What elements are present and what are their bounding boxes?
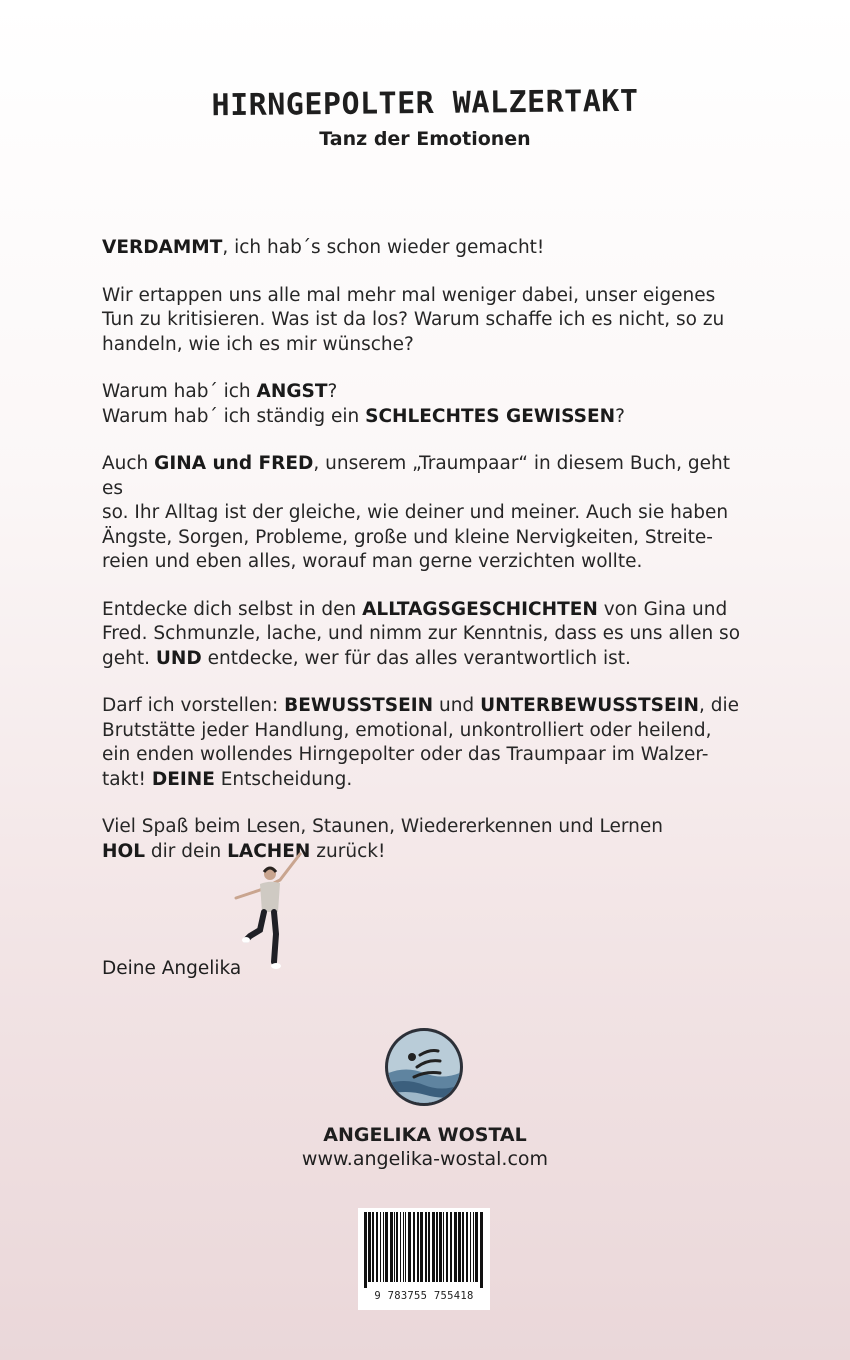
barcode-bar <box>390 1212 393 1282</box>
paragraph-text: entdecke, wer für das alles verantwortlich ist. <box>201 647 631 669</box>
paragraph-text: , die Brutstätte jeder Handlung, emotional, unkontrolliert oder heilend, ein enden wollendes Hirngepolter oder das Traumpaar im Walzer- takt! <box>102 695 740 790</box>
paragraph-text: ? Warum hab´ ich ständig ein <box>102 381 360 427</box>
paragraph-text: Warum hab´ ich <box>102 381 257 402</box>
barcode-bar <box>443 1212 444 1282</box>
blurb-paragraph <box>102 452 752 575</box>
paragraph-text: Auch <box>102 453 155 474</box>
barcode-bar <box>432 1212 435 1282</box>
paragraph-text: ? <box>615 405 625 427</box>
barcode-bar <box>420 1212 423 1282</box>
paragraph-text: von Gina und Fred. Schmunzle, lache, und nimm zur Kenntnis, dass es uns allen so geht. <box>102 598 741 669</box>
emphasis-text: ANGST <box>256 381 328 402</box>
paragraph-text: , unserem „Traumpaar“ in diesem Buch, geht es so. Ihr Alltag ist der gleiche, wie deiner und meiner. Auch sie haben Ängste, Sorgen, Probleme, große und kleine Nervigkeiten, Streite- reien und eben alles, worauf man gerne verzichten wollte. <box>102 453 731 572</box>
paragraph-text: Darf ich vorstellen: <box>102 695 285 716</box>
barcode-bar <box>417 1212 419 1282</box>
barcode-bar <box>480 1212 483 1288</box>
paragraph-text: Entdecke dich selbst in den <box>102 598 363 620</box>
emphasis-text: LACHEN <box>227 840 311 862</box>
emphasis-text: GINA und FRED <box>154 453 314 474</box>
barcode-bar <box>458 1212 461 1282</box>
barcode-bar <box>454 1212 457 1282</box>
blurb-text <box>102 236 752 887</box>
barcode-bar <box>413 1212 415 1282</box>
blurb-paragraph <box>102 380 752 429</box>
paragraph-text: Viel Spaß beim Lesen, Staunen, Wiedererkennen und Lernen <box>102 816 663 837</box>
blurb-paragraph <box>102 598 752 672</box>
dancing-woman-photo <box>230 850 310 980</box>
blurb-paragraph <box>102 815 752 864</box>
barcode-bar <box>396 1212 398 1282</box>
barcode-bar <box>380 1212 381 1282</box>
author-logo <box>384 1027 464 1107</box>
barcode-bar <box>364 1212 367 1288</box>
emphasis-text: HOL <box>102 840 145 862</box>
paragraph-text: , ich hab´s schon wieder gemacht! <box>222 237 545 258</box>
emphasis-text: SCHLECHTES GEWISSEN <box>365 405 616 427</box>
barcode-bar <box>466 1212 468 1282</box>
barcode-bar <box>439 1212 442 1282</box>
emphasis-text: UNTERBEWUSSTSEIN <box>480 695 700 716</box>
author-website: www.angelika-wostal.com <box>301 1148 549 1170</box>
barcode-bar <box>368 1212 371 1282</box>
barcode-bar <box>405 1212 406 1282</box>
barcode-bar <box>394 1212 395 1282</box>
blurb-paragraph <box>102 284 752 358</box>
barcode-bar <box>372 1212 374 1282</box>
isbn-number: 9 783755 755418 <box>374 1290 474 1302</box>
barcode-bar <box>383 1212 384 1282</box>
author-name: ANGELIKA WOSTAL <box>323 1124 527 1146</box>
barcode-bar <box>470 1212 471 1282</box>
emphasis-text: UND <box>155 647 202 669</box>
emphasis-text: DEINE <box>151 768 215 790</box>
barcode-bar <box>462 1212 464 1282</box>
paragraph-text: zurück! <box>310 840 386 862</box>
emphasis-text: VERDAMMT <box>102 237 223 258</box>
paragraph-text: Wir ertappen uns alle mal mehr mal weniger dabei, unser eigenes Tun zu kritisieren. Was ist da los? Warum schaffe ich es nicht, so zu handeln, wie ich es mir wünsche? <box>102 284 725 355</box>
barcode-bar <box>425 1212 427 1282</box>
signature: Deine Angelika <box>102 958 242 979</box>
blurb-paragraph <box>102 236 752 261</box>
barcode-bar <box>400 1212 401 1282</box>
paragraph-text: und <box>433 695 481 716</box>
barcode-bar <box>450 1212 452 1282</box>
barcode-bar <box>428 1212 430 1282</box>
barcode-bar <box>475 1212 478 1282</box>
barcode-bar <box>376 1212 378 1282</box>
book-title: HIRNGEPOLTER WALZERTAKT <box>211 83 639 124</box>
barcode-bar <box>403 1212 404 1282</box>
barcode-bars <box>358 1208 490 1290</box>
paragraph-text: dir dein <box>145 840 228 862</box>
barcode-bar <box>436 1212 438 1282</box>
barcode-bar <box>385 1212 388 1282</box>
paragraph-text: Entscheidung. <box>214 768 353 790</box>
barcode-bar <box>473 1212 474 1282</box>
emphasis-text: BEWUSSTSEIN <box>284 695 434 716</box>
barcode-bar <box>408 1212 411 1282</box>
blurb-paragraph <box>102 694 752 792</box>
book-subtitle: Tanz der Emotionen <box>319 128 531 150</box>
barcode-bar <box>446 1212 448 1282</box>
emphasis-text: ALLTAGSGESCHICHTEN <box>362 598 598 620</box>
